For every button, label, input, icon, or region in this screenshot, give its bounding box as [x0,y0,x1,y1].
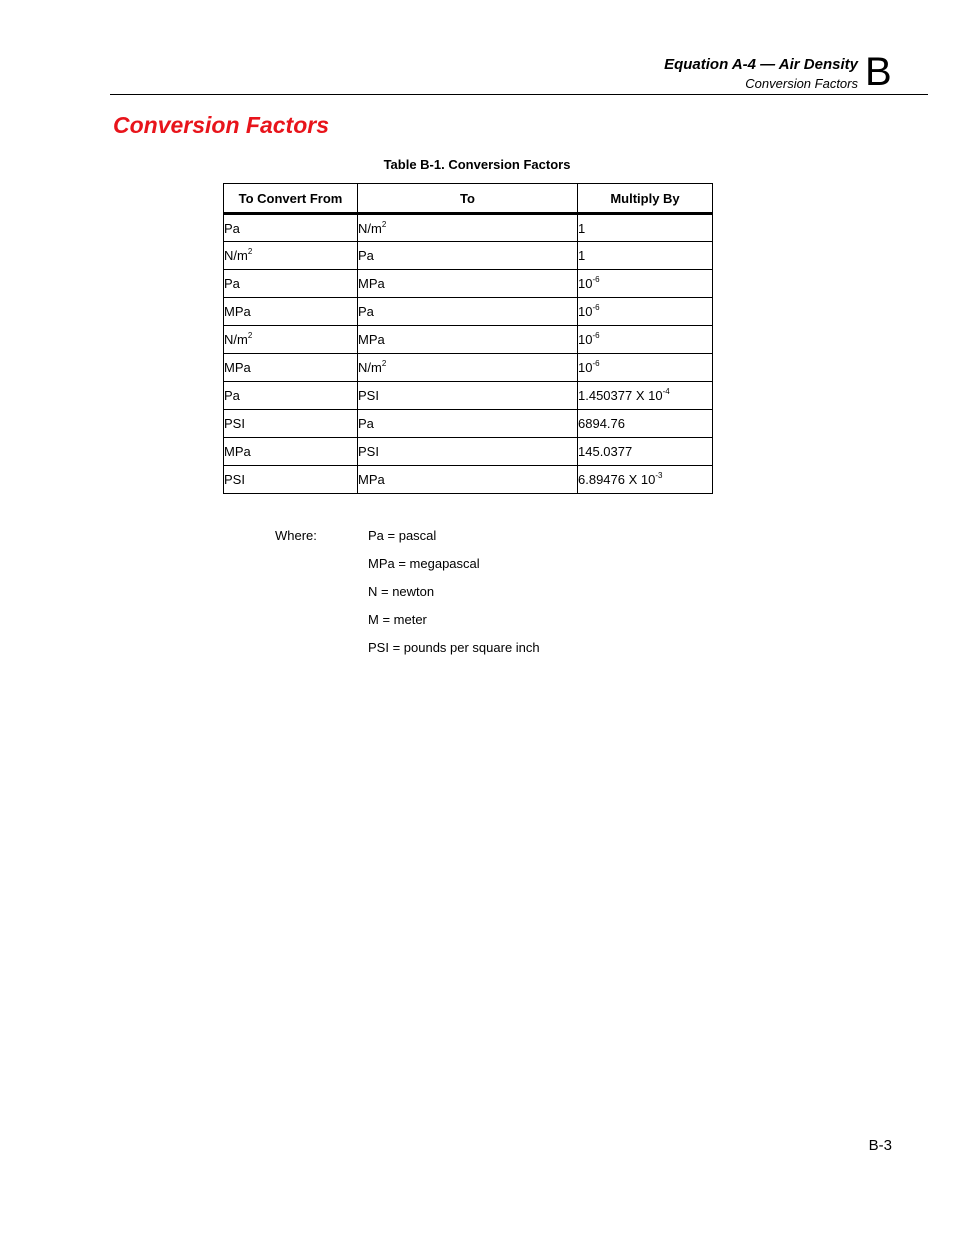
cell-multiply-superscript: -3 [655,471,663,480]
cell-from [224,270,358,298]
cell-from [224,214,358,242]
cell-multiply [578,438,713,466]
cell-from [224,298,358,326]
definition-item: N = newton [368,584,435,599]
table-body [224,214,713,494]
cell-from-value: PSI [224,472,245,487]
where-label: Where: [275,528,317,543]
cell-to-value: Pa [358,304,374,319]
cell-multiply-value: 145.0377 [578,444,633,459]
cell-from-value: PSI [224,416,245,431]
cell-multiply [578,410,713,438]
cell-to [358,270,578,298]
cell-multiply-superscript: -6 [592,303,600,312]
cell-to-value: MPa [358,332,385,347]
cell-multiply-superscript: -6 [592,331,600,340]
column-header-to: To [358,184,578,214]
cell-from [224,326,358,354]
cell-to-value: MPa [358,276,385,291]
table-row [224,438,713,466]
column-header-from: To Convert From [224,184,358,214]
cell-to [358,298,578,326]
cell-multiply-superscript: -6 [592,275,600,284]
cell-to-value: N/m [358,360,382,375]
cell-multiply [578,466,713,494]
definition-item: MPa = megapascal [368,556,480,571]
cell-from-superscript: 2 [247,331,253,340]
cell-multiply-value: 1.450377 X 10 [578,388,663,403]
cell-to-superscript: 2 [381,359,387,368]
header-subtitle: Conversion Factors [745,76,858,91]
cell-to-value: PSI [358,388,379,403]
definition-item: M = meter [368,612,427,627]
cell-multiply [578,354,713,382]
cell-from [224,382,358,410]
appendix-letter: B [865,50,892,94]
table-row [224,382,713,410]
cell-from-value: MPa [224,360,251,375]
cell-from-superscript: 2 [247,247,253,256]
cell-to-value: Pa [358,248,374,263]
cell-from [224,438,358,466]
cell-to-value: MPa [358,472,385,487]
cell-from-value: N/m [224,248,248,263]
cell-multiply-superscript: -4 [662,387,670,396]
table-row [224,410,713,438]
definition-item: PSI = pounds per square inch [368,640,540,655]
cell-to [358,354,578,382]
definitions-list [368,528,540,668]
table-header-row [224,184,713,214]
table-row [224,242,713,270]
cell-multiply [578,242,713,270]
cell-to [358,326,578,354]
cell-from [224,466,358,494]
cell-to-value: N/m [358,220,382,236]
cell-to-value: Pa [358,416,374,431]
cell-multiply-value: 6894.76 [578,416,625,431]
cell-from [224,410,358,438]
cell-from-value: MPa [224,304,251,319]
cell-multiply [578,298,713,326]
table-row [224,354,713,382]
cell-to [358,410,578,438]
cell-multiply-value: 10 [578,360,593,375]
cell-multiply-value: 10 [578,332,593,347]
table-row [224,326,713,354]
page-number: B-3 [868,1137,892,1154]
cell-to [358,214,578,242]
cell-to [358,242,578,270]
table-caption: Table B-1. Conversion Factors [383,157,571,172]
page-title: Conversion Factors [113,112,329,138]
table-row [224,298,713,326]
cell-multiply-value: 1 [578,248,586,263]
cell-multiply [578,214,713,242]
cell-from-value: Pa [224,276,240,291]
cell-from-value: N/m [224,332,248,347]
column-header-multiply: Multiply By [578,184,713,214]
cell-multiply-value: 10 [578,276,593,291]
definition-item: Pa = pascal [368,528,437,543]
cell-from-value: MPa [224,444,251,459]
table-row [224,466,713,494]
cell-to [358,466,578,494]
cell-to-value: PSI [358,444,379,459]
cell-multiply-value: 10 [578,304,593,319]
cell-to [358,438,578,466]
cell-multiply-value: 6.89476 X 10 [578,472,656,487]
cell-from [224,242,358,270]
conversion-table [223,183,713,494]
table-row [224,270,713,298]
cell-from-value: Pa [224,388,240,403]
cell-to-superscript: 2 [381,219,387,229]
cell-multiply-value: 1 [578,220,586,236]
cell-from [224,354,358,382]
header-title: Equation A-4 — Air Density [664,56,858,73]
cell-multiply [578,382,713,410]
cell-multiply [578,326,713,354]
cell-to [358,382,578,410]
cell-multiply-superscript: -6 [592,359,600,368]
table-row [224,214,713,242]
cell-multiply [578,270,713,298]
cell-from-value: Pa [224,220,240,236]
header-rule [110,94,928,95]
